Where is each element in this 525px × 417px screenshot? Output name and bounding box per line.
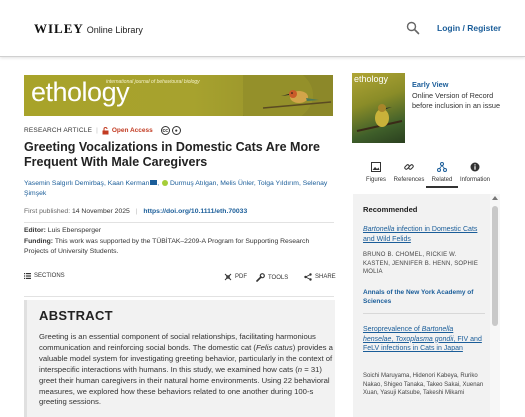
recommended-article-link[interactable] — [363, 225, 485, 244]
rec-title-italic: Bartonella henselae — [363, 326, 454, 343]
funding-info — [24, 237, 334, 256]
wiley-logo[interactable] — [34, 21, 143, 37]
tools-label: TOOLS — [268, 274, 289, 281]
publication-info — [24, 208, 247, 215]
sections-button[interactable] — [24, 273, 65, 279]
scroll-up-arrow-icon[interactable] — [492, 196, 498, 200]
list-icon — [24, 273, 31, 279]
abstract-text — [39, 332, 335, 408]
recommended-heading: Recommended — [363, 205, 418, 214]
recommended-authors: Soichi Maruyama, Hidenori Kabeya, Ruriko Nakao, Shigeo Tanaka, Takeo Sakai, Xuenan Xuan, Yasuji Katsube, Takeshi Mikami — [363, 373, 484, 397]
logo-online-library-text: Online Library — [86, 25, 143, 35]
email-icon[interactable] — [150, 180, 157, 185]
first-published-label: First published: — [24, 208, 71, 215]
sections-label: SECTIONS — [34, 273, 65, 279]
author-link[interactable]: Melis Ünler — [220, 180, 254, 187]
divider — [24, 222, 334, 223]
author-link[interactable]: Yasemin Salgırlı Demirbaş — [24, 180, 104, 187]
share-icon — [304, 273, 312, 281]
early-view-link[interactable]: Early View — [412, 80, 449, 89]
tools-button[interactable] — [256, 273, 288, 282]
info-icon — [470, 162, 480, 172]
article-toolbar — [24, 273, 334, 285]
author-link[interactable]: Durmuş Atılgan — [169, 180, 217, 187]
editor-info — [24, 227, 101, 234]
by-icon: ● — [172, 126, 181, 135]
recommended-panel — [353, 194, 490, 417]
sidebar-scrollbar[interactable] — [490, 194, 500, 417]
author-list: Yasemin Salgırlı Demirbaş, Kaan Kerman , Durmuş Atılgan, Melis Ünler, Tolga Yıldırım, Selenay Şimşek — [24, 180, 328, 197]
tab-references-label: References — [393, 177, 425, 183]
funding-text: This work was supported by the TÜBİTAK–2209-A Program for Supporting Research Projects of University Students. — [24, 238, 310, 255]
bird-illustration — [243, 75, 333, 116]
abstract-section — [24, 300, 335, 417]
tab-related-label: Related — [431, 177, 453, 183]
cover-bird-illustration — [352, 73, 405, 143]
tab-references[interactable] — [393, 160, 425, 188]
meta-divider: | — [96, 127, 98, 134]
divider — [24, 296, 334, 297]
meta-divider: | — [135, 208, 138, 215]
journal-cover-image[interactable] — [352, 73, 405, 143]
editor-label: Editor: — [24, 227, 46, 234]
rec-title-text: Seroprevalence of — [363, 326, 422, 333]
rec-title-italic: Bartonella — [363, 226, 395, 233]
early-view-description: Online Version of Record before inclusion in an issue — [412, 91, 501, 110]
pdf-icon — [224, 273, 232, 281]
recommended-article-link[interactable] — [363, 325, 485, 354]
related-icon — [437, 162, 447, 172]
tab-figures-label: Figures — [365, 177, 386, 183]
funding-label: Funding: — [24, 238, 54, 245]
article-meta-row — [24, 126, 181, 135]
abstract-species-name: Felis catus — [255, 342, 293, 352]
cover-title: ethology — [354, 74, 389, 84]
article-type-label: RESEARCH ARTICLE — [24, 127, 93, 134]
rec-title-text: , FIV and FeLV infections in Cats in Japan — [363, 335, 482, 352]
journal-banner-subtitle: international journal of behavioural biology — [106, 79, 200, 85]
logo-wiley-text: WILEY — [34, 21, 84, 36]
abstract-text-part: Greeting is an essential component of social relationships, facilitating harmonious communication and reinforcing social bonds. The domestic cat ( — [39, 332, 316, 352]
editor-name: Luis Ebensperger — [47, 227, 102, 234]
abstract-heading: ABSTRACT — [39, 308, 113, 323]
journal-banner[interactable] — [24, 75, 333, 116]
journal-banner-title: ethology — [31, 77, 130, 107]
figures-icon — [371, 162, 381, 172]
first-published-date: 14 November 2025 — [71, 208, 130, 215]
site-header — [0, 0, 525, 57]
abstract-text-part: ) provides a valuable model system for investigating greeting behavior, particularly in the context of interspecific interactions with humans. In this study, we examined how cats ( — [39, 342, 333, 374]
cc-icon: cc — [162, 127, 169, 134]
license-icons[interactable] — [161, 126, 181, 135]
login-register-link[interactable]: Login / Register — [437, 23, 502, 33]
abstract-text-part: = 31) greet their human caregivers in their natural home environments. Using 22 behavioral measures, we explored how these behaviors related to one another during 100-s greeting sessions. — [39, 364, 330, 407]
tab-related[interactable] — [426, 160, 458, 188]
article-title: Greeting Vocalizations in Domestic Cats Are More Frequent With Male Caregivers — [24, 140, 320, 169]
share-label: SHARE — [315, 274, 336, 280]
doi-link[interactable]: https://doi.org/10.1111/eth.70033 — [143, 208, 248, 215]
share-button[interactable] — [304, 273, 336, 281]
scroll-thumb[interactable] — [492, 206, 498, 326]
pdf-label: PDF — [235, 274, 247, 280]
recommended-journal-link[interactable]: Annals of the New York Academy of Sciences — [363, 289, 474, 305]
open-access-label: Open Access — [111, 127, 153, 134]
search-icon[interactable] — [406, 21, 420, 35]
orcid-icon[interactable] — [162, 180, 168, 186]
author-link[interactable]: Selenay Şimşek — [24, 180, 328, 197]
open-lock-icon — [102, 127, 109, 135]
recommended-authors: BRUNO B. CHOMEL, RICKIE W. KASTEN, JENNIFER B. HENN, SOPHIE MOLIA — [363, 252, 479, 276]
divider — [363, 313, 485, 314]
author-link[interactable]: Tolga Yıldırım — [257, 180, 299, 187]
wrench-icon — [256, 273, 265, 282]
author-link[interactable]: Kaan Kerman — [107, 180, 150, 187]
tab-figures[interactable] — [360, 160, 392, 188]
rec-title-text: , — [391, 335, 396, 343]
tab-information-label: Information — [459, 177, 490, 183]
link-icon — [404, 162, 414, 172]
rec-title-text: infection in Domestic Cats and Wild Felids — [363, 226, 478, 243]
rec-title-italic: Toxoplasma gondii — [395, 335, 454, 343]
sidebar-tabs — [360, 160, 500, 188]
abstract-n-symbol: n — [297, 364, 303, 374]
pdf-button[interactable] — [224, 273, 247, 281]
tab-information[interactable] — [459, 160, 491, 188]
